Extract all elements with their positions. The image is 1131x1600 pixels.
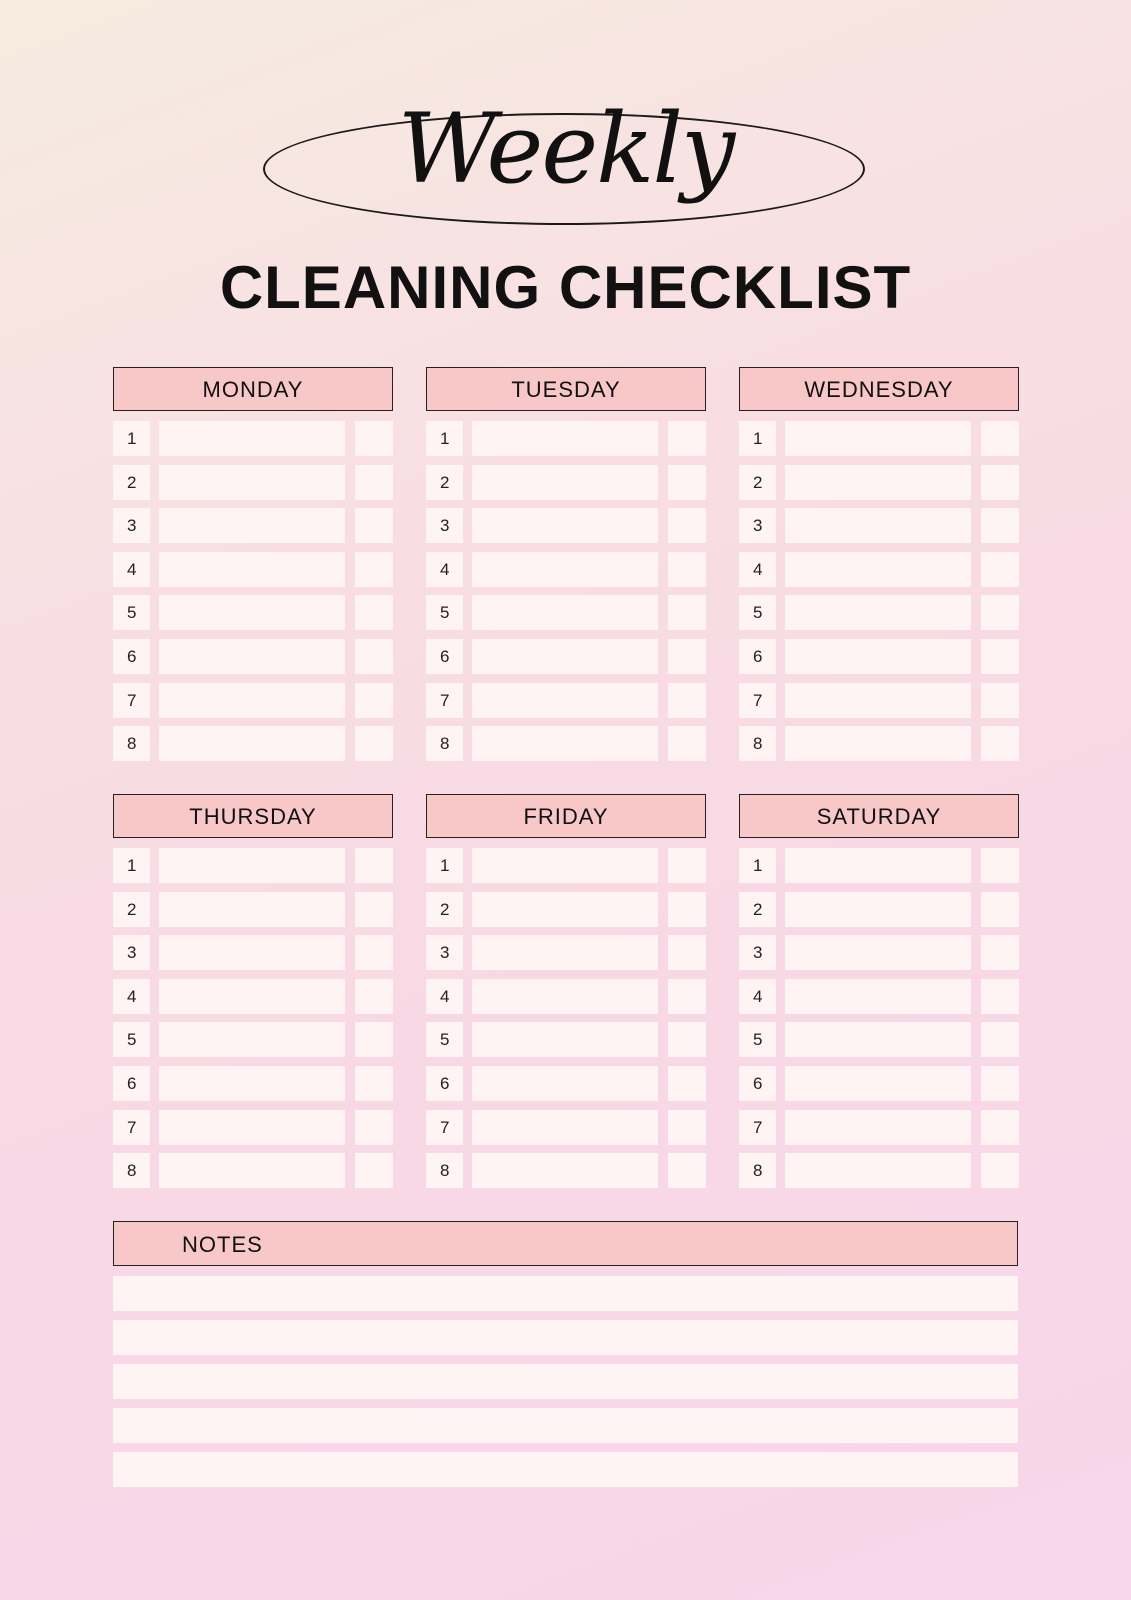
checklist-row	[113, 1022, 393, 1057]
checklist-row	[739, 848, 1019, 883]
checklist-row	[426, 848, 706, 883]
row-number: 4	[426, 979, 463, 1014]
task-field[interactable]	[785, 639, 971, 674]
row-number: 1	[739, 848, 776, 883]
checklist-row	[426, 552, 706, 587]
task-field[interactable]	[159, 935, 345, 970]
checklist-row	[426, 1110, 706, 1145]
row-number: 5	[739, 1022, 776, 1057]
task-field[interactable]	[159, 639, 345, 674]
task-field[interactable]	[785, 508, 971, 543]
task-field[interactable]	[159, 1022, 345, 1057]
row-number: 2	[426, 892, 463, 927]
checklist-row	[113, 1153, 393, 1188]
check-box[interactable]	[355, 1066, 393, 1101]
check-box[interactable]	[668, 421, 706, 456]
note-line[interactable]	[113, 1364, 1018, 1399]
row-number: 7	[426, 1110, 463, 1145]
checklist-row	[739, 1022, 1019, 1057]
check-box[interactable]	[668, 1022, 706, 1057]
row-number: 8	[426, 1153, 463, 1188]
checklist-row	[426, 508, 706, 543]
task-field[interactable]	[159, 1110, 345, 1145]
day-block-friday	[426, 794, 706, 1188]
checklist-row	[739, 1153, 1019, 1188]
note-line[interactable]	[113, 1452, 1018, 1487]
task-field[interactable]	[159, 595, 345, 630]
row-number: 6	[426, 639, 463, 674]
checklist-row	[113, 683, 393, 718]
checklist-row	[113, 726, 393, 761]
row-number: 2	[113, 465, 150, 500]
task-field[interactable]	[472, 1110, 658, 1145]
check-box[interactable]	[981, 639, 1019, 674]
check-box[interactable]	[981, 726, 1019, 761]
task-field[interactable]	[159, 892, 345, 927]
checklist-row	[113, 892, 393, 927]
row-number: 3	[426, 935, 463, 970]
task-field[interactable]	[785, 935, 971, 970]
checklist-row	[426, 421, 706, 456]
note-line[interactable]	[113, 1408, 1018, 1443]
checklist-row	[739, 979, 1019, 1014]
row-number: 7	[113, 683, 150, 718]
task-field[interactable]	[785, 848, 971, 883]
row-number: 3	[739, 935, 776, 970]
check-box[interactable]	[355, 892, 393, 927]
check-box[interactable]	[668, 935, 706, 970]
checklist-row	[739, 639, 1019, 674]
row-number: 1	[113, 421, 150, 456]
task-field[interactable]	[472, 1066, 658, 1101]
checklist-row	[426, 1066, 706, 1101]
checklist-row	[739, 508, 1019, 543]
check-box[interactable]	[981, 683, 1019, 718]
task-field[interactable]	[785, 1022, 971, 1057]
row-number: 4	[739, 979, 776, 1014]
task-field[interactable]	[472, 892, 658, 927]
task-field[interactable]	[785, 1153, 971, 1188]
check-box[interactable]	[981, 465, 1019, 500]
checklist-row	[739, 552, 1019, 587]
check-box[interactable]	[355, 935, 393, 970]
check-box[interactable]	[981, 935, 1019, 970]
task-field[interactable]	[785, 726, 971, 761]
check-box[interactable]	[981, 552, 1019, 587]
checklist-row	[426, 1153, 706, 1188]
checklist-row	[426, 683, 706, 718]
task-field[interactable]	[159, 683, 345, 718]
checklist-row	[113, 421, 393, 456]
task-field[interactable]	[785, 465, 971, 500]
task-field[interactable]	[159, 508, 345, 543]
row-number: 6	[739, 1066, 776, 1101]
checklist-row	[739, 726, 1019, 761]
row-number: 8	[426, 726, 463, 761]
checklist-row	[113, 1066, 393, 1101]
row-number: 1	[426, 421, 463, 456]
check-box[interactable]	[668, 892, 706, 927]
row-number: 2	[113, 892, 150, 927]
row-number: 3	[113, 508, 150, 543]
check-box[interactable]	[355, 1153, 393, 1188]
task-field[interactable]	[472, 1153, 658, 1188]
row-number: 6	[113, 639, 150, 674]
checklist-row	[426, 595, 706, 630]
task-field[interactable]	[785, 421, 971, 456]
task-field[interactable]	[472, 508, 658, 543]
row-number: 6	[113, 1066, 150, 1101]
check-box[interactable]	[355, 595, 393, 630]
checklist-row	[739, 465, 1019, 500]
task-field[interactable]	[159, 421, 345, 456]
task-field[interactable]	[159, 979, 345, 1014]
day-block-saturday	[739, 794, 1019, 1188]
check-box[interactable]	[668, 465, 706, 500]
task-field[interactable]	[159, 1066, 345, 1101]
checklist-row	[426, 639, 706, 674]
check-box[interactable]	[355, 552, 393, 587]
row-number: 7	[739, 1110, 776, 1145]
check-box[interactable]	[981, 1153, 1019, 1188]
row-number: 4	[113, 552, 150, 587]
check-box[interactable]	[668, 639, 706, 674]
row-number: 4	[739, 552, 776, 587]
row-number: 4	[113, 979, 150, 1014]
task-field[interactable]	[159, 1153, 345, 1188]
notes-lines	[113, 1276, 1018, 1487]
check-box[interactable]	[981, 1066, 1019, 1101]
row-number: 2	[426, 465, 463, 500]
task-field[interactable]	[785, 892, 971, 927]
check-box[interactable]	[355, 848, 393, 883]
task-field[interactable]	[472, 726, 658, 761]
check-box[interactable]	[668, 552, 706, 587]
task-field[interactable]	[472, 421, 658, 456]
task-field[interactable]	[472, 595, 658, 630]
check-box[interactable]	[981, 848, 1019, 883]
row-number: 3	[739, 508, 776, 543]
row-number: 8	[739, 1153, 776, 1188]
task-field[interactable]	[785, 683, 971, 718]
check-box[interactable]	[981, 421, 1019, 456]
checklist-row	[113, 552, 393, 587]
task-field[interactable]	[159, 726, 345, 761]
check-box[interactable]	[355, 508, 393, 543]
check-box[interactable]	[668, 848, 706, 883]
checklist-row	[113, 848, 393, 883]
title-area	[0, 95, 1131, 255]
row-number: 8	[739, 726, 776, 761]
check-box[interactable]	[668, 508, 706, 543]
checklist-row	[739, 421, 1019, 456]
task-field[interactable]	[785, 1110, 971, 1145]
row-number: 5	[739, 595, 776, 630]
check-box[interactable]	[668, 595, 706, 630]
day-block-tuesday	[426, 367, 706, 761]
check-box[interactable]	[355, 421, 393, 456]
row-number: 5	[426, 595, 463, 630]
checklist-row	[426, 726, 706, 761]
day-header: WEDNESDAY	[739, 367, 1019, 411]
day-block-thursday	[113, 794, 393, 1188]
row-number: 7	[426, 683, 463, 718]
check-box[interactable]	[668, 683, 706, 718]
note-line[interactable]	[113, 1320, 1018, 1355]
checklist-row	[426, 979, 706, 1014]
task-field[interactable]	[159, 465, 345, 500]
day-header: FRIDAY	[426, 794, 706, 838]
task-field[interactable]	[785, 979, 971, 1014]
checklist-row	[113, 1110, 393, 1145]
row-number: 6	[739, 639, 776, 674]
check-box[interactable]	[668, 1066, 706, 1101]
task-field[interactable]	[472, 465, 658, 500]
day-block-monday	[113, 367, 393, 761]
row-number: 1	[739, 421, 776, 456]
task-field[interactable]	[785, 595, 971, 630]
task-field[interactable]	[472, 639, 658, 674]
task-field[interactable]	[472, 1022, 658, 1057]
day-header: MONDAY	[113, 367, 393, 411]
checklist-row	[426, 935, 706, 970]
check-box[interactable]	[355, 683, 393, 718]
checklist-row	[426, 465, 706, 500]
task-field[interactable]	[472, 848, 658, 883]
check-box[interactable]	[981, 892, 1019, 927]
check-box[interactable]	[355, 1022, 393, 1057]
row-number: 5	[426, 1022, 463, 1057]
row-number: 7	[113, 1110, 150, 1145]
check-box[interactable]	[981, 1022, 1019, 1057]
task-field[interactable]	[472, 683, 658, 718]
row-number: 5	[113, 595, 150, 630]
checklist-row	[739, 935, 1019, 970]
checklist-row	[113, 979, 393, 1014]
row-number: 2	[739, 892, 776, 927]
checklist-row	[113, 639, 393, 674]
row-number: 7	[739, 683, 776, 718]
check-box[interactable]	[355, 726, 393, 761]
check-box[interactable]	[355, 1110, 393, 1145]
page-title: CLEANING CHECKLIST	[219, 254, 912, 321]
check-box[interactable]	[668, 979, 706, 1014]
day-header: THURSDAY	[113, 794, 393, 838]
row-number: 1	[426, 848, 463, 883]
checklist-row	[113, 595, 393, 630]
row-number: 8	[113, 726, 150, 761]
check-box[interactable]	[668, 726, 706, 761]
row-number: 2	[739, 465, 776, 500]
task-field[interactable]	[785, 1066, 971, 1101]
check-box[interactable]	[355, 979, 393, 1014]
check-box[interactable]	[981, 595, 1019, 630]
day-block-wednesday	[739, 367, 1019, 761]
note-line[interactable]	[113, 1276, 1018, 1311]
day-header: TUESDAY	[426, 367, 706, 411]
checklist-row	[113, 465, 393, 500]
row-number: 1	[113, 848, 150, 883]
checklist-row	[426, 892, 706, 927]
checklist-row	[739, 1066, 1019, 1101]
check-box[interactable]	[668, 1153, 706, 1188]
check-box[interactable]	[355, 465, 393, 500]
task-field[interactable]	[472, 552, 658, 587]
checklist-row	[113, 935, 393, 970]
task-field[interactable]	[472, 979, 658, 1014]
notes-header: NOTES	[113, 1221, 1018, 1266]
checklist-row	[426, 1022, 706, 1057]
checklist-row	[739, 892, 1019, 927]
day-header: SATURDAY	[739, 794, 1019, 838]
task-field[interactable]	[472, 935, 658, 970]
task-field[interactable]	[159, 848, 345, 883]
check-box[interactable]	[981, 979, 1019, 1014]
task-field[interactable]	[785, 552, 971, 587]
row-number: 3	[113, 935, 150, 970]
check-box[interactable]	[981, 508, 1019, 543]
row-number: 6	[426, 1066, 463, 1101]
checklist-row	[739, 683, 1019, 718]
check-box[interactable]	[355, 639, 393, 674]
task-field[interactable]	[159, 552, 345, 587]
script-title: Weekly	[397, 93, 734, 205]
checklist-row	[113, 508, 393, 543]
checklist-row	[739, 1110, 1019, 1145]
check-box[interactable]	[981, 1110, 1019, 1145]
row-number: 3	[426, 508, 463, 543]
row-number: 5	[113, 1022, 150, 1057]
checklist-row	[739, 595, 1019, 630]
row-number: 4	[426, 552, 463, 587]
row-number: 8	[113, 1153, 150, 1188]
check-box[interactable]	[668, 1110, 706, 1145]
notes-section	[113, 1221, 1018, 1487]
